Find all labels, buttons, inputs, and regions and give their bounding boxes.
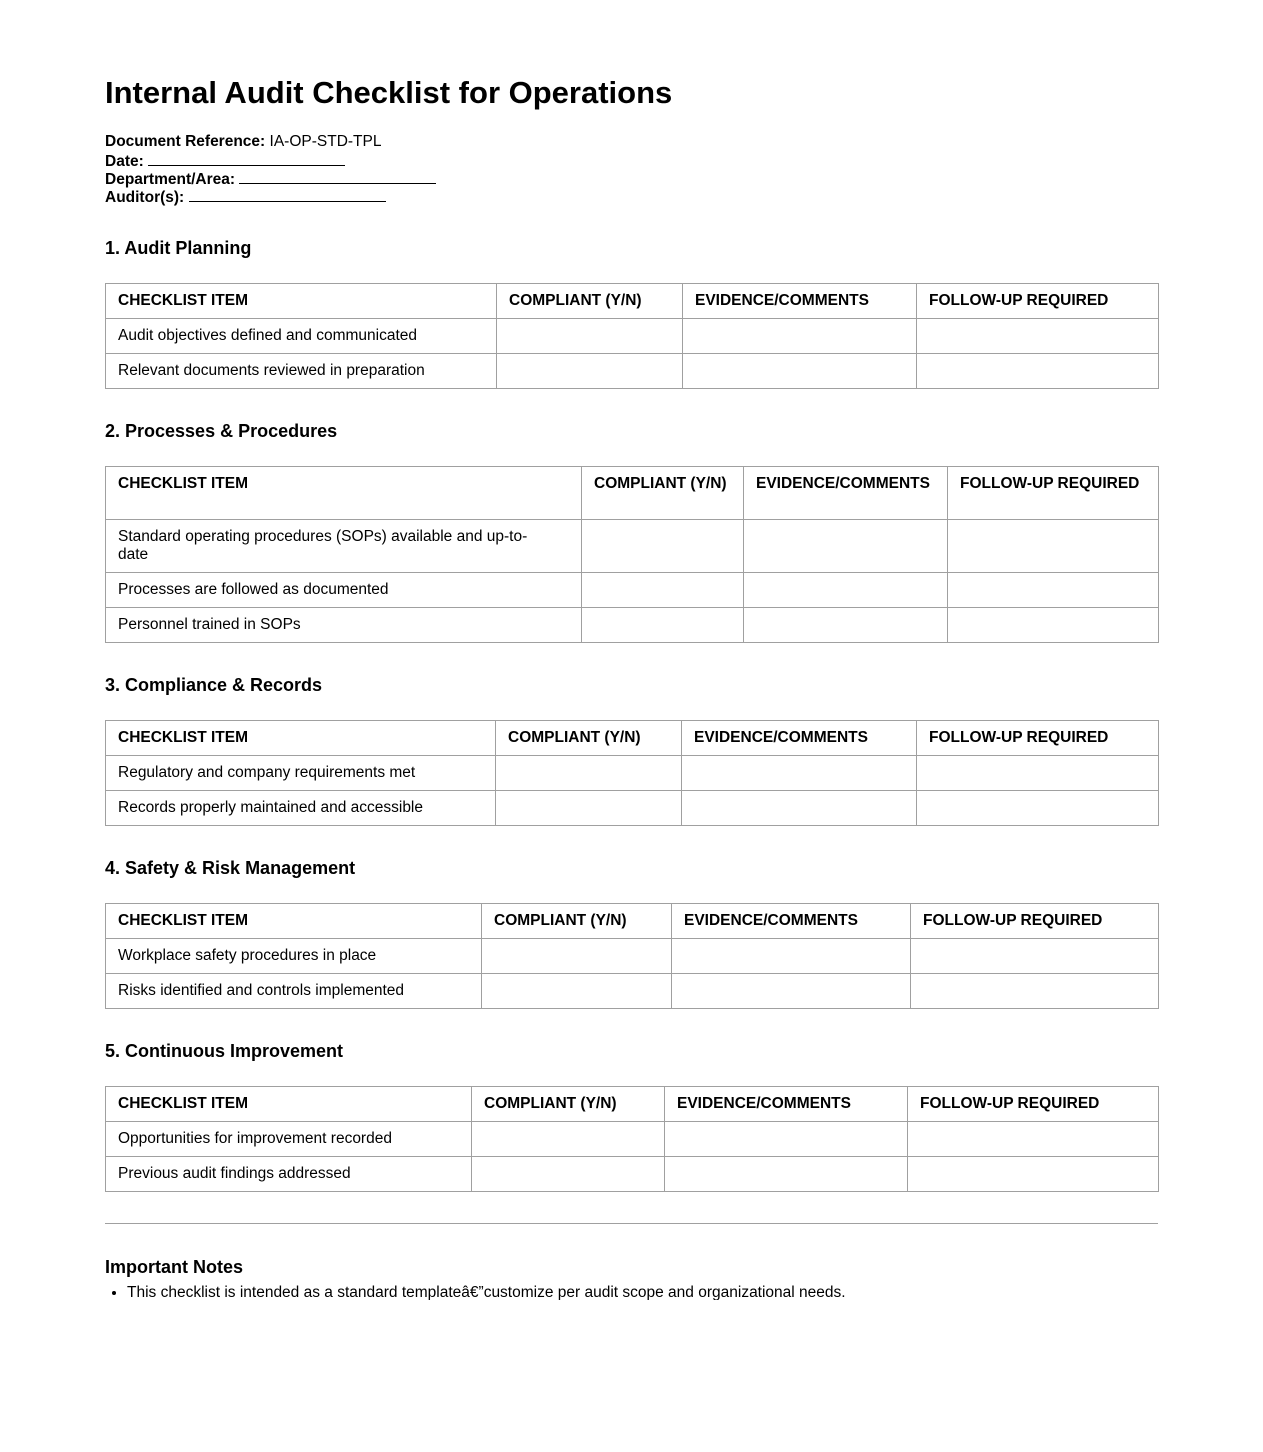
column-header-evidence: EVIDENCE/COMMENTS [665, 1087, 908, 1122]
compliant-cell[interactable] [496, 756, 682, 791]
follow-up-cell[interactable] [917, 354, 1159, 389]
notes-title: Important Notes [105, 1257, 244, 1277]
column-header-checklist-item: CHECKLIST ITEM [106, 467, 582, 520]
reference-label: Document Reference: [105, 133, 266, 150]
meta-auditors [105, 187, 436, 205]
notes-list [105, 1283, 1158, 1300]
compliant-cell[interactable] [472, 1122, 665, 1157]
evidence-cell[interactable] [744, 608, 948, 643]
compliant-cell[interactable] [582, 520, 744, 573]
follow-up-cell[interactable] [911, 939, 1159, 974]
follow-up-cell[interactable] [917, 319, 1159, 354]
table-row [106, 608, 1159, 643]
column-header-evidence: EVIDENCE/COMMENTS [744, 467, 948, 520]
checklist-table-audit-planning [105, 283, 1159, 389]
document-title: Internal Audit Checklist for Operations [105, 75, 673, 110]
table-row [106, 791, 1159, 826]
table-row [106, 319, 1159, 354]
evidence-cell[interactable] [665, 1157, 908, 1192]
table-row [106, 573, 1159, 608]
meta-date [105, 151, 436, 169]
section-title-processes-procedures: 2. Processes & Procedures [105, 421, 338, 441]
section-title-continuous-improvement: 5. Continuous Improvement [105, 1041, 344, 1061]
column-header-follow-up: FOLLOW-UP REQUIRED [917, 721, 1159, 756]
table-row [106, 1122, 1159, 1157]
compliant-cell[interactable] [497, 319, 683, 354]
section-divider [105, 1223, 1158, 1224]
checklist-item-cell: Relevant documents reviewed in preparation [106, 354, 497, 389]
column-header-evidence: EVIDENCE/COMMENTS [682, 721, 917, 756]
evidence-cell[interactable] [665, 1122, 908, 1157]
notes-container [105, 1283, 1158, 1300]
column-header-compliant: COMPLIANT (Y/N) [582, 467, 744, 520]
compliant-cell[interactable] [582, 608, 744, 643]
follow-up-cell[interactable] [917, 791, 1159, 826]
checklist-item-cell: Opportunities for improvement recorded [106, 1122, 472, 1157]
auditors-label: Auditor(s): [105, 189, 185, 206]
column-header-compliant: COMPLIANT (Y/N) [482, 904, 672, 939]
document-meta [105, 133, 436, 205]
column-header-evidence: EVIDENCE/COMMENTS [672, 904, 911, 939]
checklist-item-cell: Standard operating procedures (SOPs) available and up-to-date [106, 520, 582, 573]
evidence-cell[interactable] [682, 791, 917, 826]
checklist-item-cell: Regulatory and company requirements met [106, 756, 496, 791]
column-header-evidence: EVIDENCE/COMMENTS [683, 284, 917, 319]
table-row [106, 939, 1159, 974]
follow-up-cell[interactable] [948, 573, 1159, 608]
section-title-compliance-records: 3. Compliance & Records [105, 675, 323, 695]
table-header-row [106, 904, 1159, 939]
checklist-table-continuous-improvement [105, 1086, 1159, 1192]
table-header-row [106, 467, 1159, 520]
meta-department [105, 169, 436, 187]
compliant-cell[interactable] [482, 974, 672, 1009]
column-header-follow-up: FOLLOW-UP REQUIRED [911, 904, 1159, 939]
evidence-cell[interactable] [744, 573, 948, 608]
follow-up-cell[interactable] [908, 1157, 1159, 1192]
evidence-cell[interactable] [744, 520, 948, 573]
column-header-checklist-item: CHECKLIST ITEM [106, 721, 496, 756]
section-title-safety-risk: 4. Safety & Risk Management [105, 858, 356, 878]
date-field[interactable] [148, 151, 345, 166]
evidence-cell[interactable] [682, 756, 917, 791]
table-row [106, 520, 1159, 573]
table-row [106, 1157, 1159, 1192]
table-row [106, 756, 1159, 791]
checklist-table-safety-risk [105, 903, 1159, 1009]
table-row [106, 974, 1159, 1009]
column-header-checklist-item: CHECKLIST ITEM [106, 904, 482, 939]
follow-up-cell[interactable] [948, 608, 1159, 643]
evidence-cell[interactable] [683, 319, 917, 354]
checklist-table-compliance-records [105, 720, 1159, 826]
list-item: • This checklist is intended as a standard templateâ€”customize per audit scope and organizational needs. [127, 1283, 1158, 1300]
column-header-compliant: COMPLIANT (Y/N) [497, 284, 683, 319]
meta-reference [105, 133, 436, 151]
evidence-cell[interactable] [672, 974, 911, 1009]
checklist-item-cell: Personnel trained in SOPs [106, 608, 582, 643]
table-header-row [106, 1087, 1159, 1122]
column-header-follow-up: FOLLOW-UP REQUIRED [908, 1087, 1159, 1122]
checklist-item-cell: Audit objectives defined and communicated [106, 319, 497, 354]
column-header-compliant: COMPLIANT (Y/N) [496, 721, 682, 756]
evidence-cell[interactable] [672, 939, 911, 974]
auditors-field[interactable] [189, 187, 386, 202]
checklist-item-cell: Processes are followed as documented [106, 573, 582, 608]
checklist-table-processes-procedures [105, 466, 1159, 643]
follow-up-cell[interactable] [908, 1122, 1159, 1157]
column-header-checklist-item: CHECKLIST ITEM [106, 1087, 472, 1122]
follow-up-cell[interactable] [911, 974, 1159, 1009]
compliant-cell[interactable] [582, 573, 744, 608]
follow-up-cell[interactable] [948, 520, 1159, 573]
department-label: Department/Area: [105, 171, 236, 188]
checklist-item-cell: Risks identified and controls implemented [106, 974, 482, 1009]
reference-value: IA-OP-STD-TPL [269, 133, 382, 150]
department-field[interactable] [239, 169, 436, 184]
column-header-checklist-item: CHECKLIST ITEM [106, 284, 497, 319]
column-header-compliant: COMPLIANT (Y/N) [472, 1087, 665, 1122]
follow-up-cell[interactable] [917, 756, 1159, 791]
compliant-cell[interactable] [496, 791, 682, 826]
evidence-cell[interactable] [683, 354, 917, 389]
column-header-follow-up: FOLLOW-UP REQUIRED [917, 284, 1159, 319]
checklist-item-cell: Workplace safety procedures in place [106, 939, 482, 974]
table-header-row [106, 721, 1159, 756]
column-header-follow-up: FOLLOW-UP REQUIRED [948, 467, 1159, 520]
compliant-cell[interactable] [482, 939, 672, 974]
compliant-cell[interactable] [497, 354, 683, 389]
table-header-row [106, 284, 1159, 319]
checklist-item-cell: Records properly maintained and accessible [106, 791, 496, 826]
date-label: Date: [105, 153, 144, 170]
table-row [106, 354, 1159, 389]
compliant-cell[interactable] [472, 1157, 665, 1192]
checklist-item-cell: Previous audit findings addressed [106, 1157, 472, 1192]
section-title-audit-planning: 1. Audit Planning [105, 238, 252, 258]
